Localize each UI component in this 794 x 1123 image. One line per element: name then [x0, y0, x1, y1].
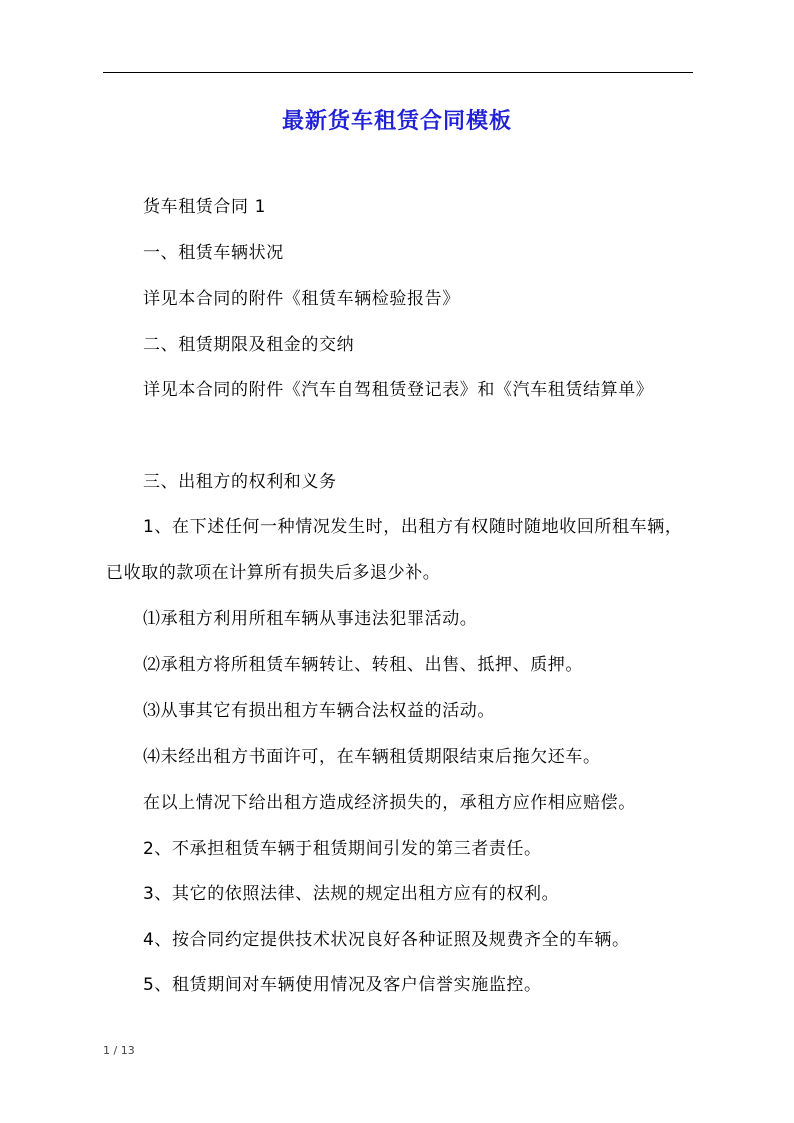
paragraph: 1、在下述任何一种情况发生时，出租方有权随时随地收回所租车辆，已收取的款项在计算所有损失后多退少补。 [106, 517, 683, 583]
section-heading: 三、出租方的权利和义务 [143, 472, 337, 492]
list-item: 5、租赁期间对车辆使用情况及客户信誉实施监控。 [143, 975, 542, 995]
document-title: 最新货车租赁合同模板 [281, 109, 512, 134]
section-heading: 一、租赁车辆状况 [143, 243, 284, 263]
section-heading: 二、租赁期限及租金的交纳 [143, 335, 355, 355]
paragraph: 详见本合同的附件《汽车自驾租赁登记表》和《汽车租赁结算单》 [143, 380, 654, 400]
list-item: 3、其它的依照法律、法规的规定出租方应有的权利。 [143, 884, 560, 904]
paragraph: 货车租赁合同 1 [143, 197, 267, 217]
list-item: 2、不承担租赁车辆于租赁期间引发的第三者责任。 [143, 839, 542, 859]
list-item: ⑶从事其它有损出租方车辆合法权益的活动。 [143, 701, 495, 721]
list-item: 4、按合同约定提供技术状况良好各种证照及规费齐全的车辆。 [143, 930, 630, 950]
paragraph: 在以上情况下给出租方造成经济损失的，承租方应作相应赔偿。 [143, 793, 636, 813]
list-item: ⑵承租方将所租赁车辆转让、转租、出售、抵押、质押。 [143, 655, 583, 675]
header-divider [103, 72, 693, 73]
list-item: ⑴承租方利用所租车辆从事违法犯罪活动。 [143, 609, 478, 629]
paragraph: 详见本合同的附件《租赁车辆检验报告》 [143, 289, 460, 309]
page-number: 1 / 13 [103, 1044, 135, 1057]
list-item: ⑷未经出租方书面许可，在车辆租赁期限结束后拖欠还车。 [143, 747, 601, 767]
